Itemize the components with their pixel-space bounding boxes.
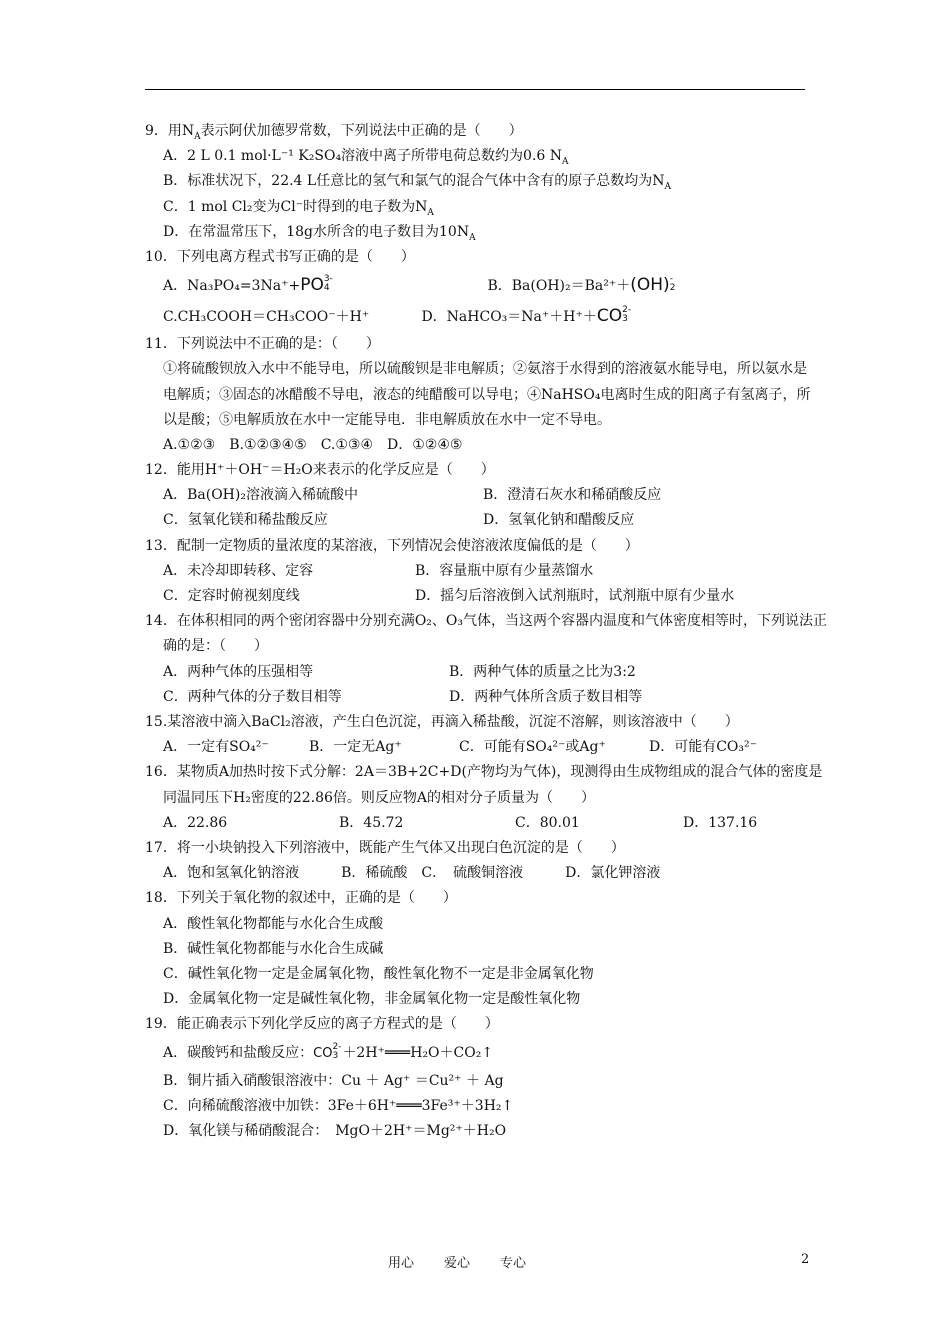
- q17-stem: 17．将一小块钠投入下列溶液中，既能产生气体又出现白色沉淀的是（ ）: [145, 840, 625, 856]
- q9-b-sub: A: [664, 182, 671, 193]
- q16-option-b: B．45.72: [339, 814, 404, 831]
- q12-option-c: C．氢氧化镁和稀盐酸反应: [163, 512, 328, 529]
- q14-option-d: D．两种气体所含质子数目相等: [449, 688, 643, 705]
- q10-option-c: C.CH₃COOH＝CH₃COO⁻＋H⁺: [163, 309, 370, 326]
- q10-d-ion-base: CO: [596, 306, 623, 327]
- q12-option-d: D．氢氧化钠和醋酸反应: [483, 512, 635, 529]
- q14-row-cd: [145, 685, 815, 710]
- q13-option-d: D．摇匀后溶液倒入试剂瓶时，试剂瓶中原有少量水: [415, 588, 735, 605]
- question-page: [145, 119, 827, 1144]
- footer-word-1: 用心: [388, 1256, 415, 1271]
- q11-body: ①将硫酸钡放入水中不能导电，所以硫酸钡是非电解质；②氨溶于水得到的溶液氨水能导电，所以氨水是电解质；③固态的冰醋酸不导电，液态的纯醋酸可以导电；④NaHSO₄电离时生成的阳离子有氢离子，所以是酸；⑤电解质放在水中一定能导电．非电解质放在水中一定不导电。: [163, 361, 811, 428]
- q18-option-c: C．碱性氧化物一定是金属氧化物，酸性氧化物不一定是非金属氧化物: [163, 965, 594, 982]
- q19-option-c: C．向稀硫酸溶液中加铁：3Fe＋6H⁺═══3Fe³⁺＋3H₂↑: [163, 1097, 514, 1114]
- q12-option-b: B．澄清石灰水和稀硝酸反应: [483, 487, 662, 504]
- q16-option-a: A．22.86: [163, 814, 228, 831]
- q10-option-b: [487, 270, 676, 302]
- q9-option-a: [145, 144, 815, 169]
- q19-a-ion-sub: 3: [332, 1050, 339, 1061]
- q9-a-sub: A: [562, 156, 569, 167]
- q10-option-a: [163, 270, 483, 302]
- q18-stem: 18．下列关于氧化物的叙述中，正确的是（ ）: [145, 890, 457, 907]
- q13-option-a: A．未冷却即转移、定容: [163, 562, 314, 579]
- q10-d-ion-sub: 3: [622, 314, 628, 325]
- q19-a-ion-base: CO: [313, 1045, 333, 1061]
- q10-d-ion: [596, 301, 632, 332]
- q15-option-b: B．一定无Ag⁺: [309, 739, 402, 756]
- q10-b-ion: [630, 270, 676, 301]
- q10-row-ab: [145, 270, 815, 301]
- q14-option-c: C．两种气体的分子数目相等: [163, 688, 342, 705]
- q13-option-c: C．定容时俯视刻度线: [163, 588, 300, 605]
- q10-b-ion-sub: 2: [669, 283, 676, 294]
- q10-d-text: D．NaHCO₃＝Na⁺＋H⁺＋: [421, 309, 597, 326]
- q13-stem: 13．配制一定物质的量浓度的某溶液，下列情况会使溶液浓度偏低的是（ ）: [145, 537, 639, 554]
- q14-option-a: A．两种气体的压强相等: [163, 663, 314, 680]
- q12-stem: 12．能用H⁺＋OH⁻＝H₂O来表示的化学反应是（ ）: [145, 462, 495, 479]
- q16-stem: 16．某物质A加热时按下式分解：2A＝3B+2C+D(产物均为气体)，现测得由生成物组成的混合气体的密度是同温同压下H₂密度的22.86倍。则反应物A的相对分子质量为（ ）: [145, 764, 823, 806]
- q12-option-a: A．Ba(OH)₂溶液滴入稀硫酸中: [163, 487, 358, 504]
- q18-option-a: A．酸性氧化物都能与水化合生成酸: [163, 915, 384, 932]
- q15-stem: 15.某溶液中滴入BaCl₂溶液，产生白色沉淀，再滴入稀盐酸，沉淀不溶解，则该溶液中（ ）: [145, 714, 739, 731]
- q13-row-cd: [145, 584, 815, 609]
- q14-option-b: B．两种气体的质量之比为3:2: [449, 663, 636, 680]
- q14-stem: 14．在体积相同的两个密闭容器中分别充满O₂、O₃气体，当这两个容器内温度和气体密度相等时，下列说法正确的是：（ ）: [145, 613, 827, 655]
- q16-option-c: C．80.01: [515, 814, 580, 831]
- q12-row-ab: [145, 483, 815, 508]
- q10-a-ion-sub: 4: [323, 283, 330, 294]
- q10-option-d: [421, 301, 632, 333]
- q11-stem: 11．下列说法中不正确的是：（ ）: [145, 336, 380, 353]
- q13-row-ab: [145, 559, 815, 584]
- q19-stem: 19．能正确表示下列化学反应的离子方程式的是（ ）: [145, 1016, 499, 1033]
- footer-motto: [388, 1252, 556, 1271]
- q9-option-b: [145, 169, 815, 194]
- q18-option-d: D．金属氧化物一定是碱性氧化物，非金属氧化物一定是酸性氧化物: [163, 991, 581, 1008]
- q19-a-ion-charge: 2-: [332, 1041, 342, 1052]
- q13-option-b: B．容量瓶中原有少量蒸馏水: [415, 562, 594, 579]
- q9-stem-sub: A: [194, 131, 201, 142]
- q19-option-a: [145, 1038, 815, 1069]
- q18-option-b: B．碱性氧化物都能与水化合生成碱: [163, 940, 384, 957]
- q19-option-b: B．铜片插入硝酸银溶液中：Cu ＋ Ag⁺ ＝Cu²⁺ ＋ Ag: [163, 1072, 504, 1089]
- q15-options: [145, 735, 815, 760]
- q19-a-tail: ＋2H⁺═══H₂O＋CO₂↑: [342, 1044, 494, 1061]
- q19-option-d: D．氧化镁与稀硝酸混合： MgO＋2H⁺＝Mg²⁺＋H₂O: [163, 1122, 507, 1139]
- q10-a-text: A．Na₃PO₄=3Na⁺+: [163, 278, 301, 295]
- q9-c-sub: A: [427, 207, 434, 218]
- q9-a-text: A．2 L 0.1 mol·L⁻¹ K₂SO₄溶液中离子所带电荷总数约为0.6 N: [163, 148, 563, 165]
- q9-d-sub: A: [469, 232, 476, 243]
- q9-option-d: [145, 220, 815, 245]
- q10-row-cd: [145, 301, 815, 332]
- q15-option-a: A．一定有SO₄²⁻: [163, 739, 269, 756]
- q10-stem: 10．下列电离方程式书写正确的是（ ）: [145, 248, 415, 265]
- q9-stem: [145, 119, 815, 144]
- q15-option-c: C．可能有SO₄²⁻或Ag⁺: [459, 739, 606, 756]
- page-number: 2: [801, 1252, 810, 1267]
- q19-a-text: A．碳酸钙和盐酸反应：: [163, 1044, 314, 1061]
- q9-d-text: D．在常温常压下，18g水所含的电子数目为10N: [163, 223, 470, 240]
- q10-b-ion-charge: -: [669, 274, 673, 285]
- q10-a-ion-charge: 3-: [323, 274, 333, 285]
- q9-c-text: C．1 mol Cl₂变为Cl⁻时得到的电子数为N: [163, 198, 428, 215]
- q16-options: [145, 811, 815, 836]
- q11-options: A.①②③ B.①②③④⑤ C.①③④ D．①②④⑤: [163, 436, 463, 453]
- q9-b-text: B．标准状况下，22.4 L任意比的氢气和氯气的混合气体中含有的原子总数均为N: [163, 173, 665, 190]
- q10-a-ion: [300, 270, 333, 301]
- q10-a-ion-base: PO: [300, 275, 324, 296]
- q9-option-c: [145, 195, 815, 220]
- q12-row-cd: [145, 508, 815, 533]
- footer-word-3: 专心: [500, 1256, 527, 1271]
- q10-d-ion-charge: 2-: [622, 305, 632, 316]
- footer-word-2: 爱心: [444, 1256, 471, 1271]
- q14-row-ab: [145, 660, 815, 685]
- q9-stem-tail: 表示阿伏加德罗常数，下列说法中正确的是（ ）: [200, 123, 523, 139]
- q19-a-ion: [313, 1038, 342, 1069]
- q9-stem-text: 9．用N: [145, 123, 195, 139]
- q10-b-text: B．Ba(OH)₂＝Ba²⁺＋: [487, 278, 631, 295]
- q16-option-d: D．137.16: [683, 814, 758, 831]
- q17-options: A．饱和氢氧化钠溶液 B．稀硫酸 C． 硫酸铜溶液 D．氯化钾溶液: [163, 865, 661, 882]
- q15-option-d: D．可能有CO₃²⁻: [649, 739, 758, 756]
- q10-b-ion-base: (OH): [630, 275, 670, 296]
- header-rule: [145, 89, 805, 90]
